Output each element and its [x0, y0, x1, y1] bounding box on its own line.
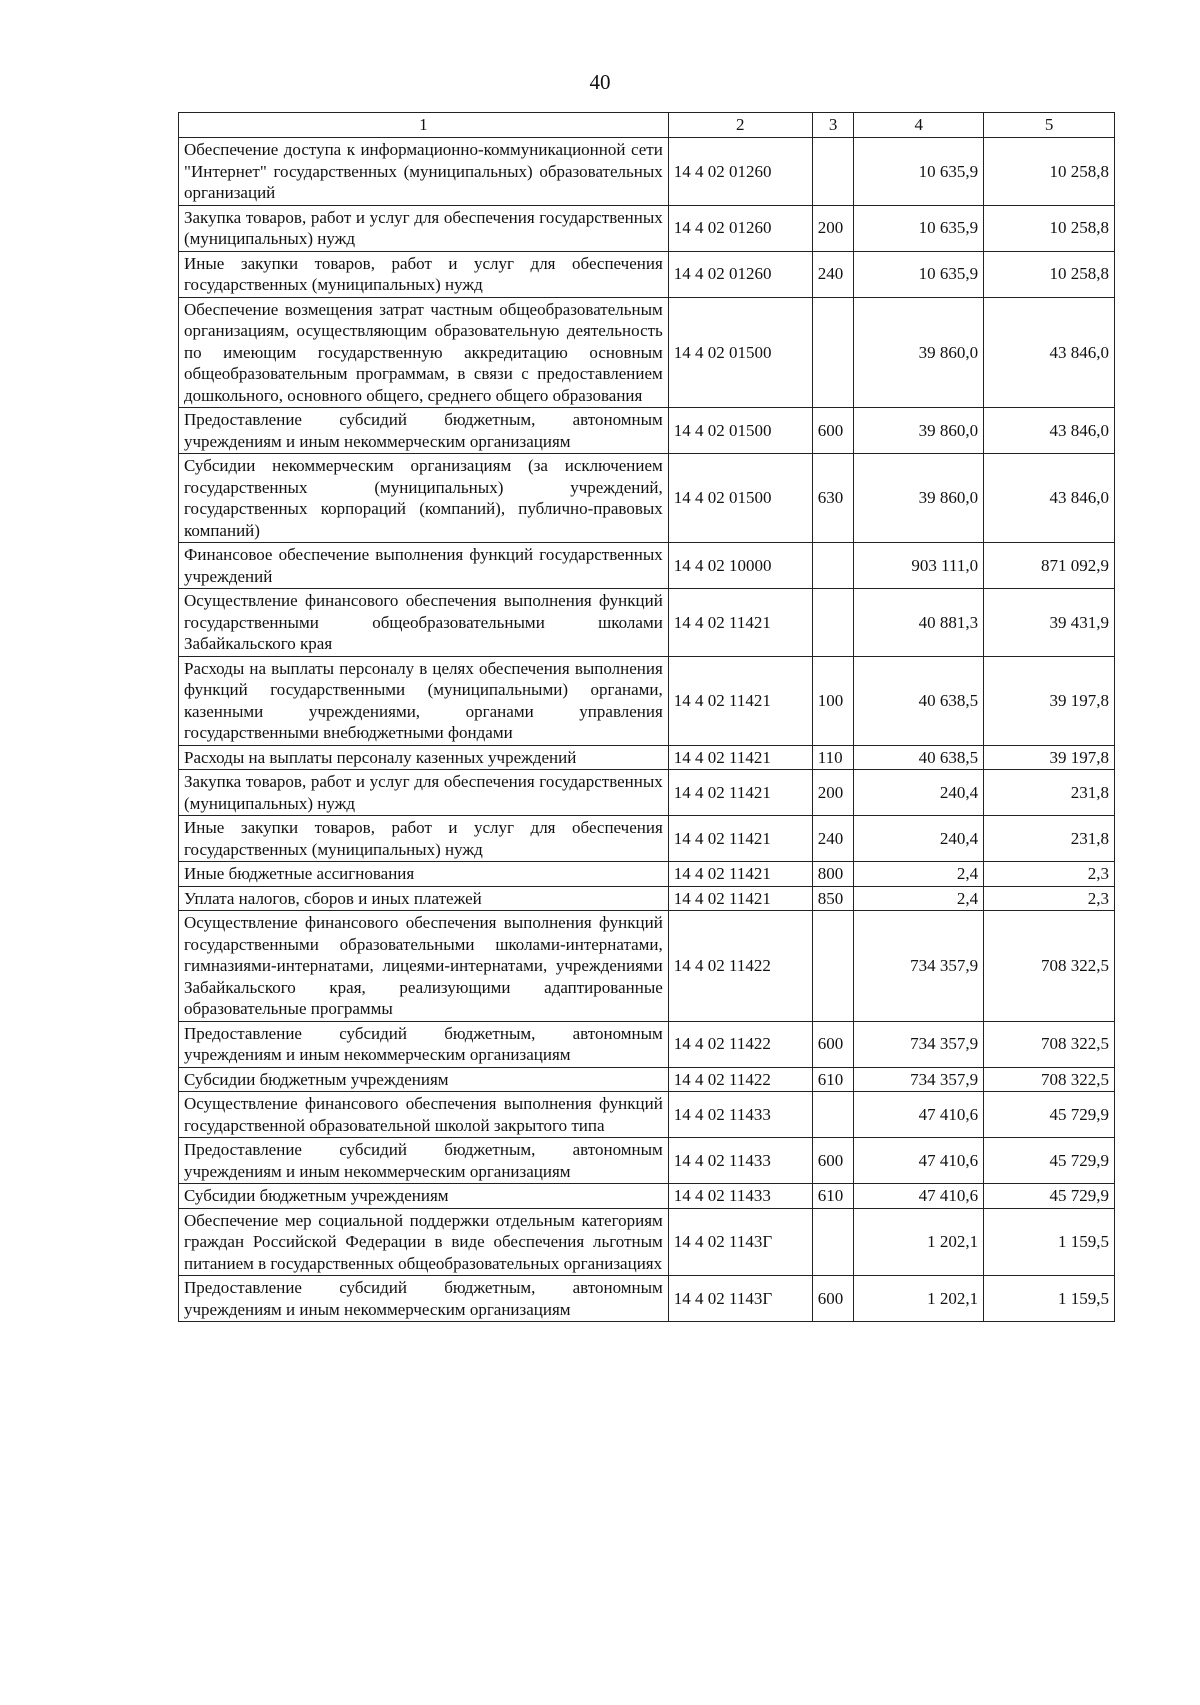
row-value-col5-cell: 1 159,5 — [984, 1208, 1115, 1276]
table-row — [179, 911, 1115, 1022]
row-name-cell: Субсидии некоммерческим организациям (за исключением государственных (муниципальных) учреждений, государственных корпораций (компаний), публично-правовых компаний) — [179, 454, 669, 543]
row-value-col5-cell: 708 322,5 — [984, 911, 1115, 1022]
table-row — [179, 1184, 1115, 1209]
row-code-cell: 14 4 02 1143Г — [668, 1276, 812, 1322]
row-code-cell: 14 4 02 11421 — [668, 770, 812, 816]
row-value-col4-cell: 240,4 — [854, 770, 984, 816]
row-value-col5-cell: 39 197,8 — [984, 656, 1115, 745]
row-type-cell: 610 — [812, 1184, 854, 1209]
row-value-col4-cell: 39 860,0 — [854, 408, 984, 454]
row-value-col4-cell: 47 410,6 — [854, 1138, 984, 1184]
row-value-col4-cell: 2,4 — [854, 862, 984, 887]
table-row — [179, 589, 1115, 657]
row-value-col4-cell: 10 635,9 — [854, 138, 984, 206]
row-value-col5-cell: 1 159,5 — [984, 1276, 1115, 1322]
row-type-cell — [812, 138, 854, 206]
row-code-cell: 14 4 02 11433 — [668, 1184, 812, 1209]
page-number: 40 — [589, 70, 611, 94]
row-code-cell: 14 4 02 11421 — [668, 589, 812, 657]
row-name-cell: Обеспечение доступа к информационно-коммуникационной сети "Интернет" государственных (муниципальных) образовательных организаций — [179, 138, 669, 206]
row-code-cell: 14 4 02 11422 — [668, 1067, 812, 1092]
row-type-cell: 200 — [812, 770, 854, 816]
row-name-cell: Обеспечение возмещения затрат частным общеобразовательным организациям, осуществляющим образовательную деятельность по имеющим государственную аккредитацию основным общеобразовательным программам, в связи с предоставлением дошкольного, основного общего, среднего общего образования — [179, 297, 669, 408]
row-name-cell: Закупка товаров, работ и услуг для обеспечения государственных (муниципальных) нужд — [179, 770, 669, 816]
row-name-cell: Предоставление субсидий бюджетным, автономным учреждениям и иным некоммерческим организациям — [179, 1021, 669, 1067]
row-value-col5-cell: 10 258,8 — [984, 251, 1115, 297]
row-value-col5-cell: 43 846,0 — [984, 297, 1115, 408]
budget-table — [178, 112, 1115, 1322]
row-type-cell — [812, 1092, 854, 1138]
table-row — [179, 454, 1115, 543]
column-header-5: 5 — [984, 113, 1115, 138]
row-name-cell: Закупка товаров, работ и услуг для обеспечения государственных (муниципальных) нужд — [179, 205, 669, 251]
table-row — [179, 297, 1115, 408]
row-value-col5-cell: 231,8 — [984, 816, 1115, 862]
row-name-cell: Уплата налогов, сборов и иных платежей — [179, 886, 669, 911]
column-header-1: 1 — [179, 113, 669, 138]
row-code-cell: 14 4 02 11421 — [668, 886, 812, 911]
row-type-cell: 240 — [812, 816, 854, 862]
row-code-cell: 14 4 02 01260 — [668, 251, 812, 297]
row-name-cell: Предоставление субсидий бюджетным, автономным учреждениям и иным некоммерческим организациям — [179, 1138, 669, 1184]
table-row — [179, 816, 1115, 862]
row-value-col5-cell: 10 258,8 — [984, 138, 1115, 206]
row-code-cell: 14 4 02 11421 — [668, 862, 812, 887]
row-value-col4-cell: 40 638,5 — [854, 656, 984, 745]
row-value-col5-cell: 39 197,8 — [984, 745, 1115, 770]
column-header-4: 4 — [854, 113, 984, 138]
row-type-cell: 610 — [812, 1067, 854, 1092]
row-value-col5-cell: 45 729,9 — [984, 1092, 1115, 1138]
row-code-cell: 14 4 02 11421 — [668, 816, 812, 862]
row-type-cell: 240 — [812, 251, 854, 297]
row-value-col4-cell: 1 202,1 — [854, 1276, 984, 1322]
table-row — [179, 862, 1115, 887]
row-name-cell: Иные бюджетные ассигнования — [179, 862, 669, 887]
row-code-cell: 14 4 02 11421 — [668, 745, 812, 770]
row-code-cell: 14 4 02 01260 — [668, 205, 812, 251]
row-name-cell: Финансовое обеспечение выполнения функций государственных учреждений — [179, 543, 669, 589]
row-name-cell: Субсидии бюджетным учреждениям — [179, 1184, 669, 1209]
row-code-cell: 14 4 02 10000 — [668, 543, 812, 589]
table-row — [179, 1276, 1115, 1322]
row-type-cell — [812, 297, 854, 408]
table-row — [179, 408, 1115, 454]
row-type-cell: 200 — [812, 205, 854, 251]
table-row — [179, 656, 1115, 745]
row-code-cell: 14 4 02 01500 — [668, 297, 812, 408]
row-value-col5-cell: 45 729,9 — [984, 1184, 1115, 1209]
row-type-cell: 850 — [812, 886, 854, 911]
row-type-cell — [812, 589, 854, 657]
row-value-col4-cell: 40 881,3 — [854, 589, 984, 657]
table-row — [179, 205, 1115, 251]
table-row — [179, 251, 1115, 297]
row-value-col5-cell: 708 322,5 — [984, 1021, 1115, 1067]
table-row — [179, 1138, 1115, 1184]
table-row — [179, 1208, 1115, 1276]
row-type-cell — [812, 911, 854, 1022]
row-type-cell — [812, 543, 854, 589]
row-value-col5-cell: 231,8 — [984, 770, 1115, 816]
table-body — [179, 138, 1115, 1322]
row-code-cell: 14 4 02 11422 — [668, 911, 812, 1022]
row-value-col4-cell: 240,4 — [854, 816, 984, 862]
row-value-col5-cell: 43 846,0 — [984, 408, 1115, 454]
row-name-cell: Расходы на выплаты персоналу в целях обеспечения выполнения функций государственными (муниципальными) органами, казенными учреждениями, органами управления государственными внебюджетными фондами — [179, 656, 669, 745]
row-value-col4-cell: 40 638,5 — [854, 745, 984, 770]
row-value-col5-cell: 43 846,0 — [984, 454, 1115, 543]
column-header-3: 3 — [812, 113, 854, 138]
row-value-col4-cell: 734 357,9 — [854, 911, 984, 1022]
row-name-cell: Иные закупки товаров, работ и услуг для обеспечения государственных (муниципальных) нужд — [179, 251, 669, 297]
row-type-cell: 600 — [812, 1276, 854, 1322]
row-code-cell: 14 4 02 01260 — [668, 138, 812, 206]
row-type-cell: 600 — [812, 1138, 854, 1184]
row-name-cell: Расходы на выплаты персоналу казенных учреждений — [179, 745, 669, 770]
row-value-col4-cell: 47 410,6 — [854, 1092, 984, 1138]
row-code-cell: 14 4 02 11422 — [668, 1021, 812, 1067]
row-name-cell: Предоставление субсидий бюджетным, автономным учреждениям и иным некоммерческим организациям — [179, 1276, 669, 1322]
row-code-cell: 14 4 02 01500 — [668, 408, 812, 454]
table-row — [179, 1021, 1115, 1067]
row-type-cell — [812, 1208, 854, 1276]
row-value-col5-cell: 10 258,8 — [984, 205, 1115, 251]
row-value-col4-cell: 1 202,1 — [854, 1208, 984, 1276]
row-value-col4-cell: 47 410,6 — [854, 1184, 984, 1209]
row-value-col4-cell: 903 111,0 — [854, 543, 984, 589]
row-code-cell: 14 4 02 1143Г — [668, 1208, 812, 1276]
row-value-col4-cell: 734 357,9 — [854, 1067, 984, 1092]
row-type-cell: 110 — [812, 745, 854, 770]
row-value-col5-cell: 39 431,9 — [984, 589, 1115, 657]
row-code-cell: 14 4 02 11433 — [668, 1092, 812, 1138]
column-header-2: 2 — [668, 113, 812, 138]
row-type-cell: 630 — [812, 454, 854, 543]
row-type-cell: 600 — [812, 408, 854, 454]
row-name-cell: Субсидии бюджетным учреждениям — [179, 1067, 669, 1092]
table-row — [179, 770, 1115, 816]
table-row — [179, 886, 1115, 911]
table-row — [179, 543, 1115, 589]
row-type-cell: 800 — [812, 862, 854, 887]
row-value-col4-cell: 10 635,9 — [854, 205, 984, 251]
row-name-cell: Иные закупки товаров, работ и услуг для обеспечения государственных (муниципальных) нужд — [179, 816, 669, 862]
row-value-col4-cell: 734 357,9 — [854, 1021, 984, 1067]
row-name-cell: Обеспечение мер социальной поддержки отдельным категориям граждан Российской Федерации в виде обеспечения льготным питанием в государственных общеобразовательных организациях — [179, 1208, 669, 1276]
row-value-col5-cell: 871 092,9 — [984, 543, 1115, 589]
row-value-col4-cell: 10 635,9 — [854, 251, 984, 297]
table-row — [179, 1092, 1115, 1138]
row-type-cell: 100 — [812, 656, 854, 745]
row-name-cell: Предоставление субсидий бюджетным, автономным учреждениям и иным некоммерческим организациям — [179, 408, 669, 454]
row-name-cell: Осуществление финансового обеспечения выполнения функций государственными образовательными школами-интернатами, гимназиями-интернатами, лицеями-интернатами, учреждениями Забайкальского края, реализующими адаптированные образовательные программы — [179, 911, 669, 1022]
row-name-cell: Осуществление финансового обеспечения выполнения функций государственными общеобразовательными школами Забайкальского края — [179, 589, 669, 657]
row-code-cell: 14 4 02 11421 — [668, 656, 812, 745]
table-row — [179, 745, 1115, 770]
row-value-col5-cell: 708 322,5 — [984, 1067, 1115, 1092]
row-value-col4-cell: 39 860,0 — [854, 297, 984, 408]
row-value-col5-cell: 2,3 — [984, 886, 1115, 911]
row-type-cell: 600 — [812, 1021, 854, 1067]
row-code-cell: 14 4 02 11433 — [668, 1138, 812, 1184]
row-value-col5-cell: 45 729,9 — [984, 1138, 1115, 1184]
row-value-col4-cell: 39 860,0 — [854, 454, 984, 543]
table-row — [179, 138, 1115, 206]
table-row — [179, 1067, 1115, 1092]
row-value-col4-cell: 2,4 — [854, 886, 984, 911]
row-code-cell: 14 4 02 01500 — [668, 454, 812, 543]
table-header-row — [179, 113, 1115, 138]
row-name-cell: Осуществление финансового обеспечения выполнения функций государственной образовательной школой закрытого типа — [179, 1092, 669, 1138]
row-value-col5-cell: 2,3 — [984, 862, 1115, 887]
